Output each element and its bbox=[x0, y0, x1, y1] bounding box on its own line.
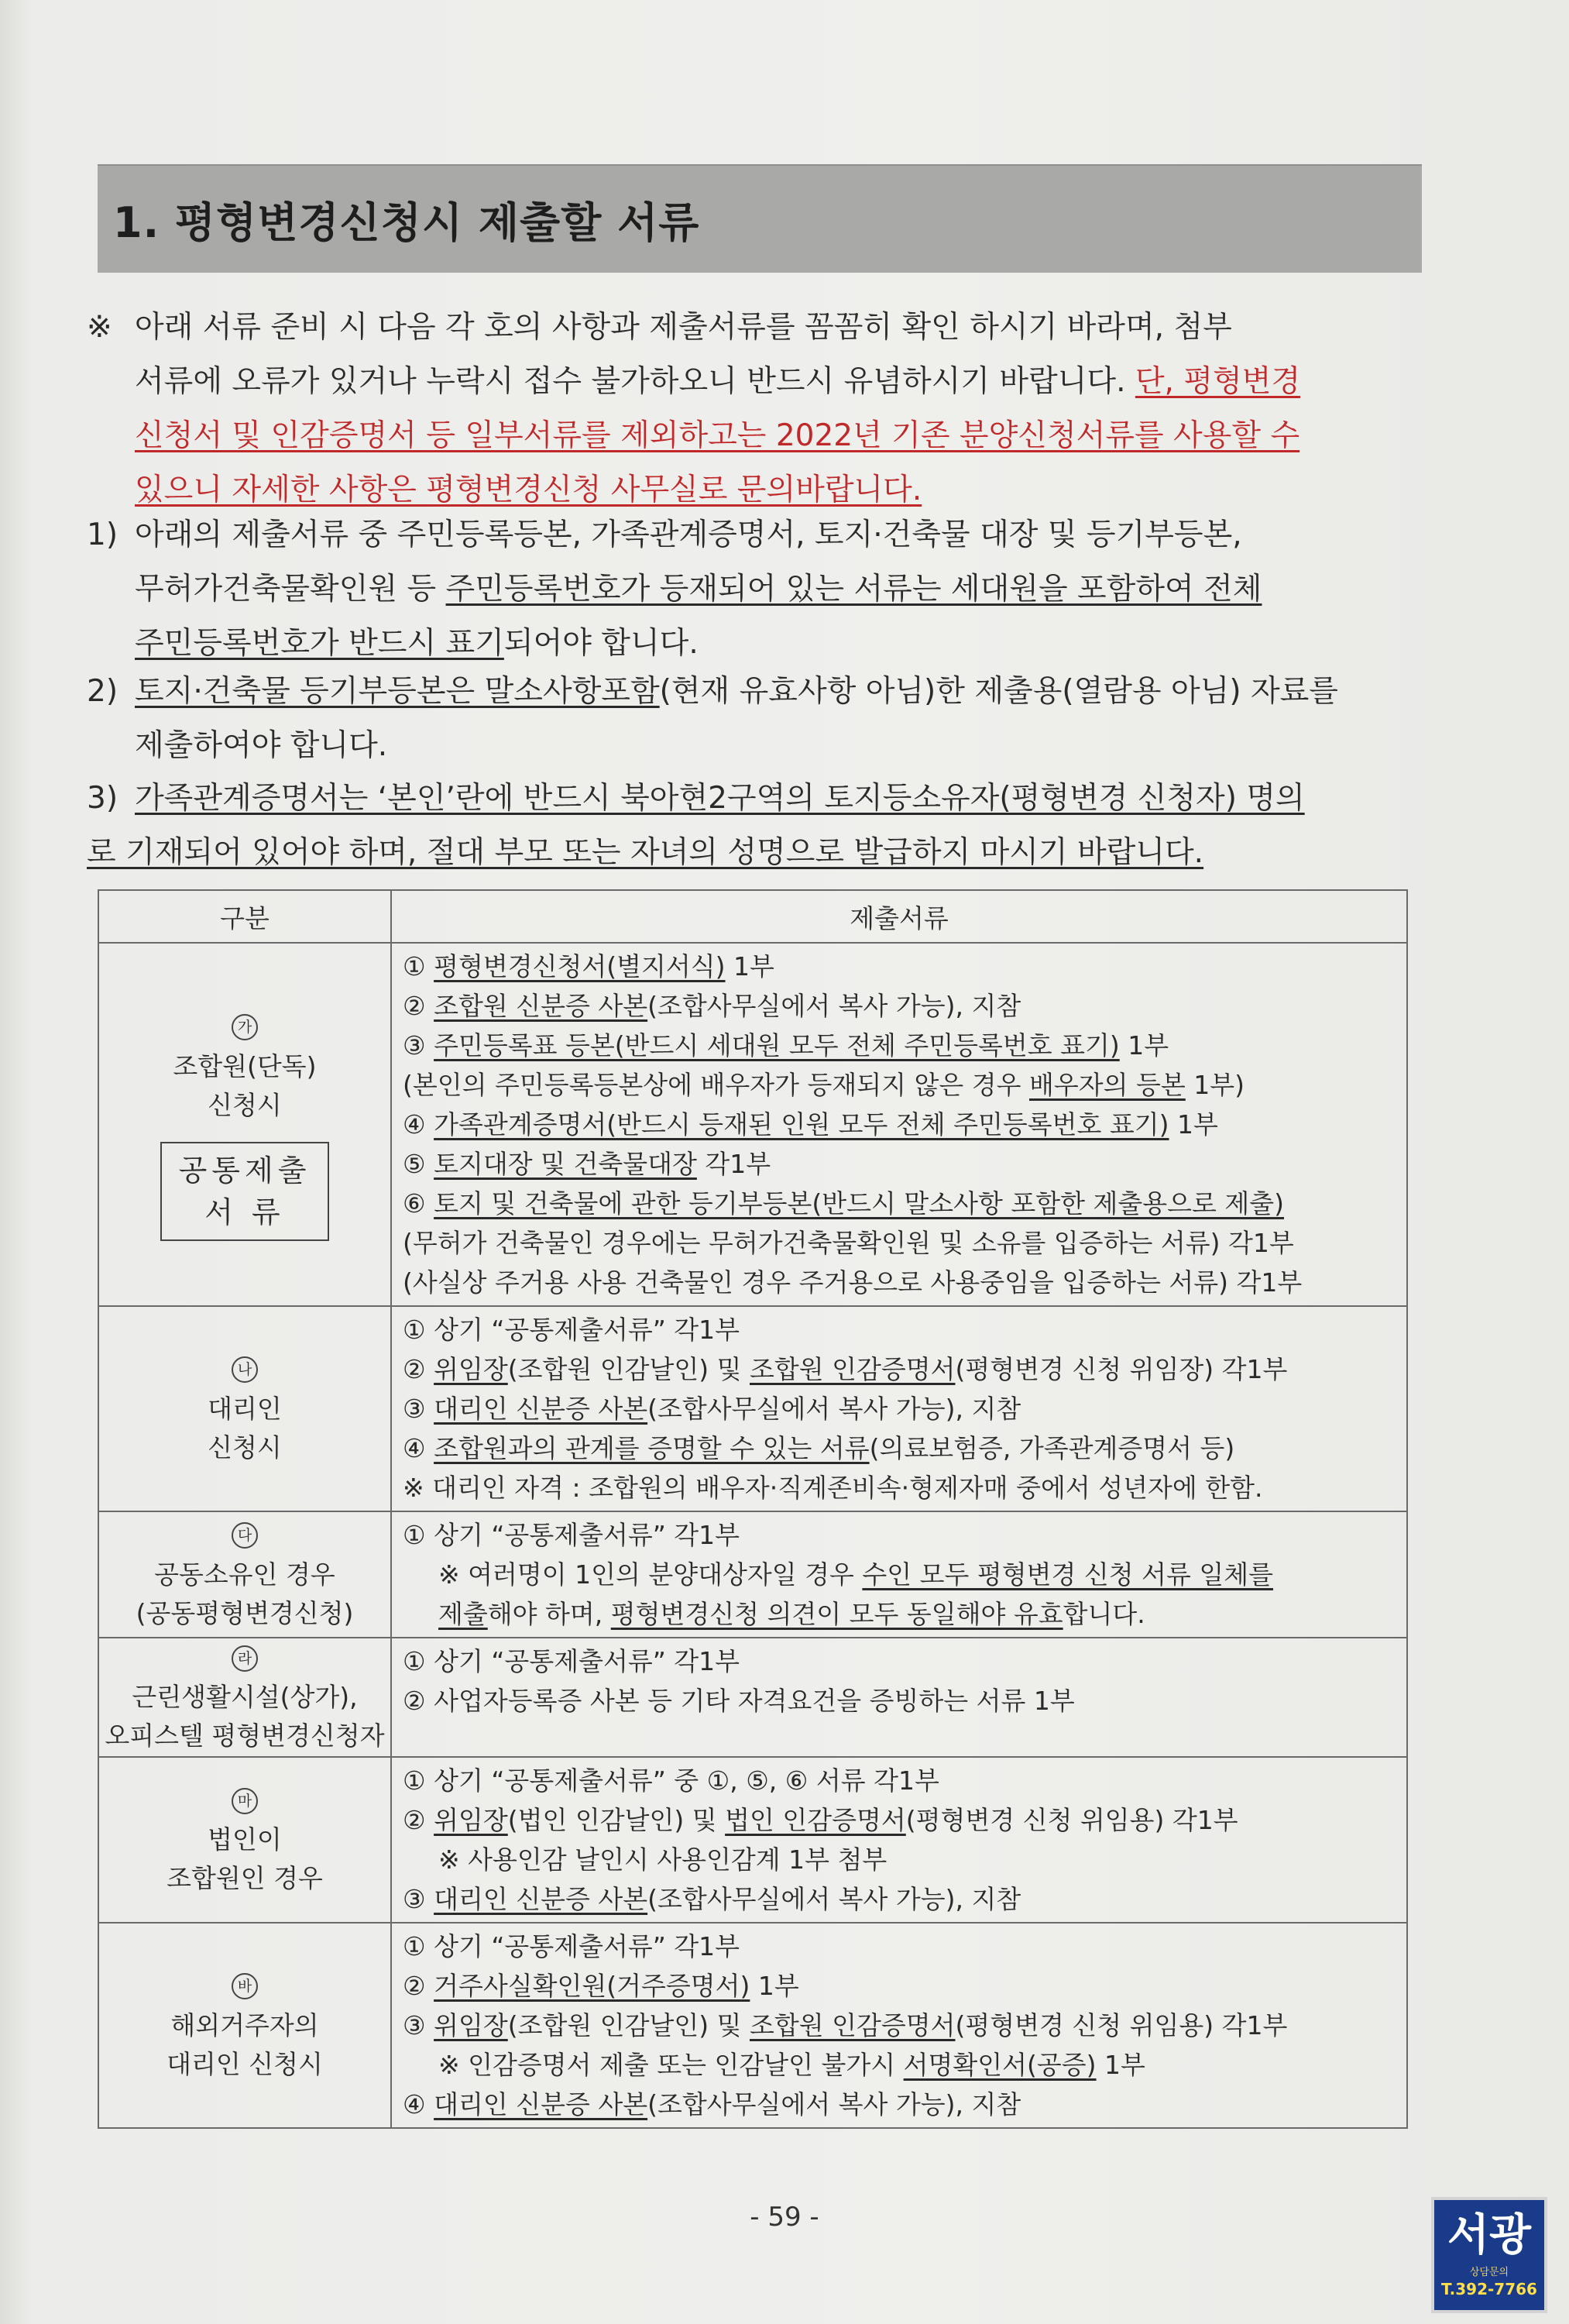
line-text: (무허가 건축물인 경우에는 무허가건축물확인원 및 소유를 입증하는 서류) 각1부 bbox=[403, 1228, 1294, 1258]
underlined-text: 조합원 신분증 사본 bbox=[434, 991, 648, 1021]
underlined-text: 토지대장 및 건축물대장 bbox=[434, 1149, 697, 1179]
underlined-text: 가족관계증명서(반드시 등재된 인원 모두 전체 주민등록번호 표기) bbox=[434, 1109, 1169, 1140]
page-number: - 59 - bbox=[750, 2202, 819, 2233]
item-1-line-2b: 주민등록번호가 등재되어 있는 서류는 세대원을 포함하여 전체 bbox=[445, 572, 1262, 607]
line-text: 상기 “공통제출서류” 각1부 bbox=[434, 1520, 740, 1550]
document-line bbox=[403, 1800, 1396, 1840]
line-text: (법인 인감날인) 및 bbox=[507, 1805, 726, 1835]
line-number: ② bbox=[403, 1354, 426, 1384]
table-header-row bbox=[98, 890, 1407, 943]
line-text: 상기 “공통제출서류” 각1부 bbox=[434, 1315, 740, 1345]
underlined-text: 대리인 신분증 사본 bbox=[434, 1394, 648, 1424]
stamp-sub: 상담문의 bbox=[1469, 2267, 1509, 2278]
underlined-text: 서명확인서(공증) bbox=[903, 2050, 1097, 2080]
table-row bbox=[98, 1306, 1407, 1511]
document-line bbox=[403, 1065, 1396, 1105]
document-line bbox=[403, 1879, 1396, 1919]
category-cell bbox=[98, 1638, 391, 1757]
category-cell bbox=[98, 1306, 391, 1511]
line-text: 1부 bbox=[1119, 1030, 1169, 1061]
item-2-line-1a: 토지·건축물 등기부등본은 말소사항포함 bbox=[135, 674, 660, 709]
line-number: ④ bbox=[403, 1433, 426, 1463]
notice-line-1: 아래 서류 준비 시 다음 각 호의 사항과 제출서류를 꼼꼼히 확인 하시기 바라며, 첨부 bbox=[135, 310, 1232, 345]
notice-paragraph bbox=[87, 301, 1430, 517]
document-line bbox=[403, 1468, 1396, 1508]
documents-cell bbox=[391, 1638, 1407, 1757]
document-line bbox=[403, 1144, 1396, 1184]
item-1-line-3a: 주민등록번호가 반드시 표기 bbox=[135, 626, 504, 661]
category-label: 공동소유인 경우 bbox=[154, 1559, 335, 1590]
category-label: 법인이 bbox=[208, 1824, 282, 1855]
document-line bbox=[403, 1761, 1396, 1800]
documents-cell bbox=[391, 1757, 1407, 1923]
document-line bbox=[403, 1681, 1396, 1721]
underlined-text: 대리인 신분증 사본 bbox=[434, 2089, 648, 2119]
category-cell bbox=[98, 1757, 391, 1923]
underlined-text: 제출 bbox=[438, 1599, 488, 1629]
category-cell bbox=[98, 1511, 391, 1638]
line-text: (평형변경 신청 위임용) 각1부 bbox=[905, 1805, 1238, 1835]
line-text: 1부 bbox=[725, 951, 774, 982]
line-number: ② bbox=[403, 1805, 426, 1835]
category-label: 대리인 bbox=[208, 1393, 282, 1424]
category-label: 해외거주자의 bbox=[170, 2009, 319, 2040]
category-label: 오피스텔 평형변경신청자 bbox=[105, 1721, 385, 1751]
line-number: ③ bbox=[403, 2010, 426, 2040]
line-text: (조합사무실에서 복사 가능), 지참 bbox=[647, 1884, 1021, 1914]
line-text: (조합사무실에서 복사 가능), 지참 bbox=[647, 1394, 1021, 1424]
line-text: 상기 “공통제출서류” 중 ①, ⑤, ⑥ 서류 각1부 bbox=[434, 1765, 939, 1796]
notice-line-3: 신청서 및 인감증명서 등 일부서류를 제외하고는 2022년 기존 분양신청서류를 사용할 수 bbox=[135, 418, 1300, 453]
line-number: ④ bbox=[403, 1109, 426, 1140]
underlined-text: 토지 및 건축물에 관한 등기부등본(반드시 말소사항 포함한 제출용으로 제출) bbox=[434, 1188, 1284, 1219]
notice-line-4: 있으니 자세한 사항은 평형변경신청 사무실로 문의바랍니다. bbox=[135, 473, 922, 507]
line-number: ① bbox=[403, 1765, 426, 1796]
document-line bbox=[403, 2085, 1396, 2124]
underlined-text: 조합원 인감증명서 bbox=[749, 2010, 956, 2040]
category-cell bbox=[98, 1923, 391, 2128]
item-3-line-1: 가족관계증명서는 ‘본인’란에 반드시 북아현2구역의 토지등소유자(평형변경 신청자) 명의 bbox=[135, 781, 1305, 816]
line-number: ① bbox=[403, 1315, 426, 1345]
category-label: 신청시 bbox=[208, 1089, 282, 1120]
document-line bbox=[403, 1105, 1396, 1144]
document-line bbox=[403, 1349, 1396, 1389]
line-number: ① bbox=[403, 1520, 426, 1550]
underlined-text: 거주사실확인원(거주증명서) bbox=[434, 1971, 750, 2001]
line-number: ※ bbox=[403, 1473, 424, 1503]
item-2-number: 2) bbox=[87, 674, 118, 709]
line-text: 1부 bbox=[1169, 1109, 1218, 1140]
line-number: ① bbox=[403, 1931, 426, 1961]
item-2-line-2: 제출하여야 합니다. bbox=[135, 728, 388, 763]
line-number: ④ bbox=[403, 2089, 426, 2119]
category-label: (공동평형변경신청) bbox=[136, 1597, 354, 1628]
line-text: (평형변경 신청 위임장) 각1부 bbox=[955, 1354, 1288, 1384]
line-text: 합니다. bbox=[1063, 1599, 1145, 1629]
line-text: (본인의 주민등록등본상에 배우자가 등재되지 않은 경우 bbox=[403, 1070, 1030, 1100]
document-line bbox=[403, 1223, 1396, 1263]
document-line bbox=[403, 1428, 1396, 1468]
instruction-item-3 bbox=[87, 772, 1430, 880]
category-mark: 가 bbox=[232, 1014, 258, 1040]
document-line bbox=[403, 986, 1396, 1026]
stamp-name: 서광 bbox=[1447, 2210, 1532, 2260]
header-category: 구분 bbox=[98, 890, 391, 943]
underlined-text: 평형변경신청서(별지서식) bbox=[434, 951, 726, 982]
line-text: (조합사무실에서 복사 가능), 지참 bbox=[647, 2089, 1021, 2119]
line-text: ※ 여러명이 1인의 분양대상자일 경우 bbox=[438, 1559, 863, 1590]
line-text: 상기 “공통제출서류” 각1부 bbox=[434, 1931, 740, 1961]
line-number: ⑥ bbox=[403, 1188, 426, 1219]
underlined-text: 위임장 bbox=[434, 1805, 508, 1835]
document-line bbox=[403, 2045, 1396, 2085]
document-line bbox=[403, 1594, 1396, 1634]
documents-cell bbox=[391, 1511, 1407, 1638]
underlined-text: 법인 인감증명서 bbox=[725, 1805, 906, 1835]
line-text: (조합원 인감날인) 및 bbox=[507, 1354, 750, 1384]
category-label: 조합원인 경우 bbox=[167, 1863, 323, 1893]
line-text: (조합사무실에서 복사 가능), 지참 bbox=[647, 991, 1021, 1021]
section-title: 1. 평형변경신청시 제출할 서류 bbox=[113, 198, 700, 247]
document-line bbox=[403, 1026, 1396, 1065]
line-text: 해야 하며, bbox=[487, 1599, 611, 1629]
table-row bbox=[98, 943, 1407, 1306]
category-label: 조합원(단독) bbox=[173, 1050, 317, 1081]
line-text: (사실상 주거용 사용 건축물인 경우 주거용으로 사용중임을 입증하는 서류) 각1부 bbox=[403, 1267, 1303, 1298]
common-box-label: 공통제출 bbox=[178, 1153, 311, 1188]
document-line bbox=[403, 1515, 1396, 1555]
underlined-text: 배우자의 등본 bbox=[1029, 1070, 1186, 1100]
line-number: ③ bbox=[403, 1884, 426, 1914]
line-number: ② bbox=[403, 1686, 426, 1716]
line-number: ① bbox=[403, 951, 426, 982]
notice-line-2: 서류에 오류가 있거나 누락시 접수 불가하오니 반드시 유념하시기 바랍니다. bbox=[135, 364, 1135, 399]
item-1-line-1: 아래의 제출서류 중 주민등록등본, 가족관계증명서, 토지·건축물 대장 및 등기부등본, bbox=[135, 517, 1242, 552]
table-row bbox=[98, 1511, 1407, 1638]
category-label: 근린생활시설(상가), bbox=[132, 1682, 358, 1712]
underlined-text: 위임장 bbox=[434, 1354, 508, 1384]
underlined-text: 위임장 bbox=[434, 2010, 508, 2040]
table-row bbox=[98, 1923, 1407, 2128]
documents-cell bbox=[391, 1306, 1407, 1511]
document-line bbox=[403, 1927, 1396, 1966]
instruction-item-1 bbox=[87, 508, 1430, 671]
category-mark: 바 bbox=[232, 1973, 258, 1999]
line-text: 상기 “공통제출서류” 각1부 bbox=[434, 1646, 740, 1676]
table-row bbox=[98, 1757, 1407, 1923]
section-title-bar bbox=[98, 164, 1422, 273]
line-number: ② bbox=[403, 991, 426, 1021]
line-text: 대리인 자격 : 조합원의 배우자·직계존비속·형제자매 중에서 성년자에 한함. bbox=[432, 1473, 1263, 1503]
line-text: ※ 인감증명서 제출 또는 인감날인 불가시 bbox=[438, 2050, 904, 2080]
item-1-line-3b: 되어야 합니다. bbox=[503, 626, 699, 661]
line-text: (조합원 인감날인) 및 bbox=[507, 2010, 750, 2040]
document-line bbox=[403, 1840, 1396, 1879]
category-mark: 나 bbox=[232, 1356, 258, 1383]
line-text: 사업자등록증 사본 등 기타 자격요건을 증빙하는 서류 1부 bbox=[434, 1686, 1075, 1716]
line-text: (의료보험증, 가족관계증명서 등) bbox=[869, 1433, 1235, 1463]
line-number: ② bbox=[403, 1971, 426, 2001]
category-cell bbox=[98, 943, 391, 1306]
stamp-phone: T.392-7766 bbox=[1441, 2280, 1537, 2298]
underlined-text: 평형변경신청 의견이 모두 동일해야 유효 bbox=[610, 1599, 1063, 1629]
common-documents-box bbox=[160, 1142, 330, 1241]
documents-cell bbox=[391, 943, 1407, 1306]
line-text: 1부 bbox=[1096, 2050, 1145, 2080]
category-mark: 라 bbox=[232, 1645, 258, 1672]
underlined-text: 수인 모두 평형변경 신청 서류 일체를 bbox=[862, 1559, 1274, 1590]
item-1-line-2a: 무허가건축물확인원 등 bbox=[135, 572, 446, 607]
document-line bbox=[403, 1389, 1396, 1428]
line-text: 각1부 bbox=[696, 1149, 771, 1179]
common-box-label: 서 류 bbox=[204, 1195, 285, 1229]
document-line bbox=[403, 2006, 1396, 2045]
line-text: 1부 bbox=[750, 1971, 799, 2001]
line-number: ① bbox=[403, 1646, 426, 1676]
category-label: 신청시 bbox=[208, 1432, 282, 1463]
notice-line-2-red: 단, 평형변경 bbox=[1135, 364, 1301, 399]
notice-mark: ※ bbox=[87, 310, 112, 345]
line-number: ③ bbox=[403, 1394, 426, 1424]
line-text: 1부) bbox=[1185, 1070, 1245, 1100]
line-number: ⑤ bbox=[403, 1149, 426, 1179]
instruction-item-2 bbox=[87, 665, 1430, 773]
underlined-text: 조합원과의 관계를 증명할 수 있는 서류 bbox=[434, 1433, 870, 1463]
table-row bbox=[98, 1638, 1407, 1757]
item-1-number: 1) bbox=[87, 517, 118, 552]
document-line bbox=[403, 1555, 1396, 1594]
item-2-line-1b: (현재 유효사항 아님)한 제출용(열람용 아님) 자료를 bbox=[659, 674, 1338, 709]
underlined-text: 조합원 인감증명서 bbox=[749, 1354, 956, 1384]
document-line bbox=[403, 1642, 1396, 1681]
underlined-text: 대리인 신분증 사본 bbox=[434, 1884, 648, 1914]
documents-table bbox=[98, 889, 1408, 2129]
category-mark: 다 bbox=[232, 1522, 258, 1549]
document-line bbox=[403, 1184, 1396, 1223]
document-line bbox=[403, 1310, 1396, 1349]
line-text: ※ 사용인감 날인시 사용인감계 1부 첨부 bbox=[438, 1844, 887, 1875]
document-line bbox=[403, 947, 1396, 986]
seogwang-stamp-logo bbox=[1431, 2197, 1547, 2313]
documents-cell bbox=[391, 1923, 1407, 2128]
item-3-line-2: 로 기재되어 있어야 하며, 절대 부모 또는 자녀의 성명으로 발급하지 마시기 바랍니다. bbox=[87, 835, 1204, 870]
item-3-number: 3) bbox=[87, 781, 118, 816]
document-line bbox=[403, 1966, 1396, 2006]
line-number: ③ bbox=[403, 1030, 426, 1061]
category-label: 대리인 신청시 bbox=[167, 2048, 323, 2079]
header-documents: 제출서류 bbox=[391, 890, 1407, 943]
document-line bbox=[403, 1263, 1396, 1302]
underlined-text: 주민등록표 등본(반드시 세대원 모두 전체 주민등록번호 표기) bbox=[434, 1030, 1120, 1061]
line-text: (평형변경 신청 위임용) 각1부 bbox=[955, 2010, 1288, 2040]
category-mark: 마 bbox=[232, 1788, 258, 1814]
